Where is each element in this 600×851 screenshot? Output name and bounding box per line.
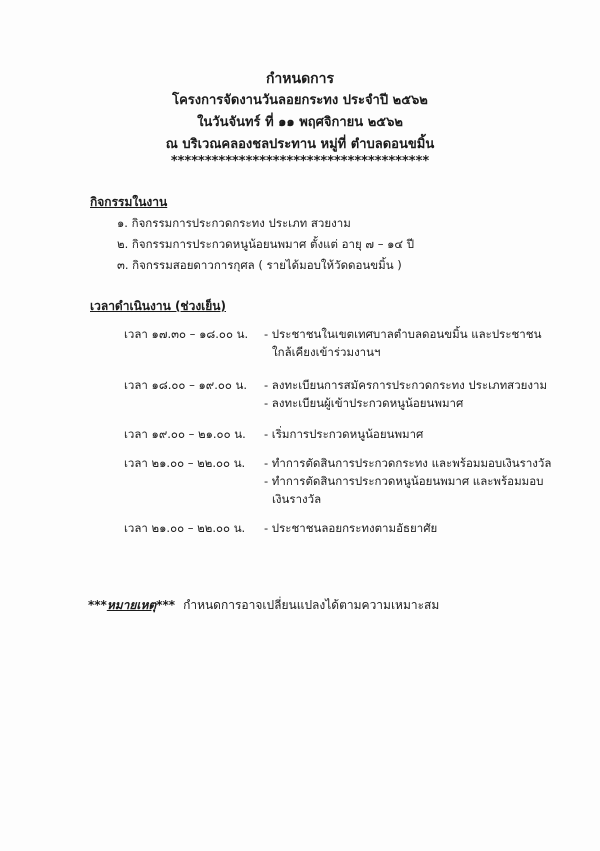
event-date: ในวันจันทร์ ที่ ๑๑ พฤศจิกายน ๒๕๖๒ bbox=[197, 115, 403, 130]
schedule-detail: - ลงทะเบียนการสมัครการประกวดกระทง ประเภทสวยงาม bbox=[264, 378, 548, 392]
project-name: โครงการจัดงานวันลอยกระทง ประจำปี ๒๕๖๒ bbox=[172, 93, 428, 108]
remark-suffix: *** bbox=[156, 598, 176, 612]
schedule-details bbox=[264, 425, 564, 443]
schedule-time: เวลา ๑๙.๐๐ – ๒๑.๐๐ น. bbox=[124, 427, 246, 441]
schedule-detail: - ประชาชนลอยกระทงตามอัธยาศัย bbox=[264, 521, 438, 535]
activities-heading: กิจกรรมในงาน bbox=[90, 195, 168, 209]
schedule-time: เวลา ๒๑.๐๐ – ๒๒.๐๐ น. bbox=[124, 521, 246, 535]
remark-text: กำหนดการอาจเปลี่ยนแปลงได้ตามความเหมาะสม bbox=[183, 598, 440, 612]
schedule-detail: - ประชาชนในเขตเทศบาลตำบลดอนขมิ้น และประชาชน bbox=[264, 327, 542, 341]
activity-item: ๓. กิจกรรมสอยดาวการกุศล ( รายได้มอบให้วัดดอนขมิ้น ) bbox=[117, 258, 402, 272]
remark-label bbox=[88, 598, 175, 612]
schedule-detail: ใกล้เคียงเข้าร่วมงานฯ bbox=[272, 345, 381, 359]
schedule-detail: - เริ่มการประกวดหนูน้อยนพมาศ bbox=[264, 427, 424, 441]
schedule-detail: - ทำการตัดสินการประกวดหนูน้อยนพมาศ และพร้อมมอบ bbox=[264, 474, 544, 488]
document-header bbox=[0, 68, 600, 168]
schedule-detail: เงินรางวัล bbox=[272, 492, 322, 506]
schedule-time: เวลา ๑๘.๐๐ – ๑๙.๐๐ น. bbox=[124, 378, 248, 392]
schedule-time: เวลา ๑๗.๓๐ – ๑๘.๐๐ น. bbox=[124, 327, 249, 341]
event-location: ณ บริเวณคลองชลประทาน หมู่ที่ ตำบลดอนขมิ้น bbox=[165, 137, 435, 152]
schedule-heading: เวลาดำเนินงาน (ช่วงเย็น) bbox=[90, 299, 226, 313]
schedule-details bbox=[264, 376, 564, 412]
remark bbox=[88, 596, 439, 615]
schedule-details bbox=[264, 454, 564, 508]
schedule-detail: - ลงทะเบียนผู้เข้าประกวดหนูน้อยนพมาศ bbox=[264, 396, 464, 410]
activities-list bbox=[117, 213, 414, 276]
schedule-details bbox=[264, 519, 564, 537]
remark-label-text: หมายเหตุ bbox=[106, 598, 157, 612]
activity-item: ๒. กิจกรรมการประกวดหนูน้อยนพมาศ ตั้งแต่ อายุ ๗ – ๑๔ ปี bbox=[117, 237, 415, 251]
schedule-details bbox=[264, 325, 564, 361]
document-title: กำหนดการ bbox=[265, 71, 335, 87]
schedule-detail: - ทำการตัดสินการประกวดกระทง และพร้อมมอบเงินรางวัล bbox=[264, 456, 552, 470]
star-divider: ************************************** bbox=[170, 154, 430, 169]
schedule-time: เวลา ๒๑.๐๐ – ๒๒.๐๐ น. bbox=[124, 456, 246, 470]
remark-prefix: *** bbox=[88, 598, 107, 612]
activity-item: ๑. กิจกรรมการประกวดกระทง ประเภท สวยงาม bbox=[117, 216, 351, 230]
